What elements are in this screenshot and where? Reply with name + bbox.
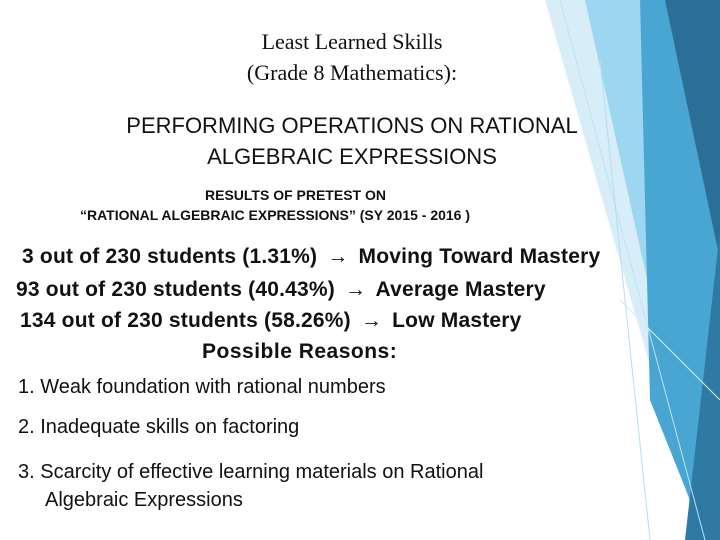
result-level: Low Mastery [392, 309, 522, 332]
result-count: 134 out of 230 students (58.26%) [20, 309, 351, 332]
right-arrow-icon: → [360, 309, 383, 332]
title-line-2: (Grade 8 Mathematics): [246, 60, 458, 85]
right-arrow-icon: → [327, 245, 349, 268]
result-level: Moving Toward Mastery [358, 245, 601, 268]
heading-line-2: ALGEBRAIC EXPRESSIONS [207, 144, 497, 169]
reason-item-2: 2. Inadequate skills on factoring [18, 416, 300, 438]
result-count: 93 out of 230 students (40.43%) [16, 278, 335, 301]
reason-item-1: 1. Weak foundation with rational numbers [18, 376, 386, 398]
result-row-moving-toward-mastery [22, 245, 600, 269]
result-row-average-mastery [16, 278, 546, 302]
result-count: 3 out of 230 students (1.31%) [22, 245, 318, 268]
result-row-low-mastery [20, 309, 522, 333]
right-arrow-icon: → [345, 278, 367, 301]
subheading-line-2: “RATIONAL ALGEBRAIC EXPRESSIONS” (SY 2015 - 2016 ) [80, 207, 471, 223]
reasons-title: Possible Reasons: [202, 340, 398, 363]
heading-line-1: PERFORMING OPERATIONS ON RATIONAL [126, 113, 578, 138]
reason-item-3-continued: Algebraic Expressions [45, 489, 243, 511]
reason-item-3: 3. Scarcity of effective learning materials on Rational [18, 461, 484, 483]
result-level: Average Mastery [375, 278, 546, 301]
subheading-line-1: RESULTS OF PRETEST ON [205, 187, 386, 203]
title-line-1: Least Learned Skills [261, 29, 443, 54]
